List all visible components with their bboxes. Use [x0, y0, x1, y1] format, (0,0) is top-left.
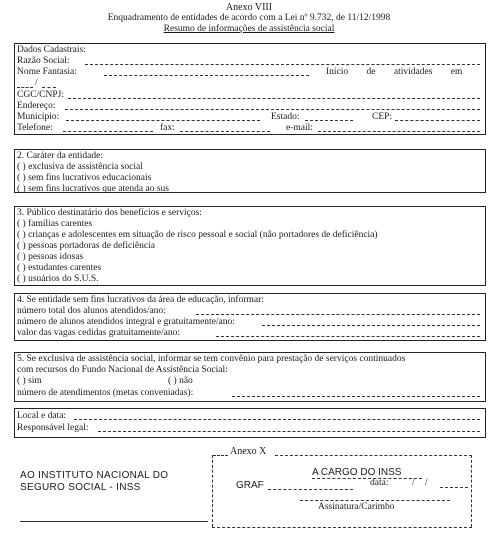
fax-field[interactable] — [180, 131, 270, 132]
alunos-gratuitos-label: número de alunos atendidos integral e gratuitamente/ano: — [17, 317, 235, 327]
annex-x-left-rule — [20, 521, 208, 522]
atendimentos-field[interactable] — [232, 396, 480, 397]
annex-x-left-line-1: AO INSTITUTO NACIONAL DO — [20, 470, 169, 481]
annex-x-border-bottom — [212, 527, 472, 528]
endereco-field[interactable] — [65, 109, 480, 110]
summary-title: Resumo de informações de assistência social — [163, 24, 335, 34]
cgc-cnpj-label: CGC/CNPJ: — [17, 90, 64, 100]
nome-fantasia-field[interactable] — [104, 75, 309, 76]
date-separator: / — [35, 78, 38, 88]
option-usuarios-sus[interactable]: ( ) usuários do S.U.S. — [17, 274, 99, 284]
cep-field[interactable] — [395, 120, 480, 121]
responsavel-field[interactable] — [98, 431, 480, 432]
local-data-label: Local e data: — [17, 411, 67, 421]
annex-title: Anexo VIII — [225, 2, 273, 13]
section-5-heading-cont: com recursos do Fundo Nacional de Assistência Social: — [17, 365, 228, 375]
section-3-heading: 3. Público destinatário dos benefícios e serviços: — [17, 208, 202, 218]
section-1-box — [14, 43, 486, 135]
annex-x-border-right — [471, 455, 472, 527]
inicio-day-field[interactable] — [17, 87, 33, 88]
page-subtitle: Enquadramento de entidades de acordo com a Lei nº 9.732, de 11/12/1998 — [107, 13, 391, 23]
option-exclusiva-assistencia[interactable]: ( ) exclusiva de assistência social — [17, 162, 143, 172]
annex-x-signature-field[interactable] — [300, 500, 450, 501]
responsavel-label: Responsável legal: — [17, 423, 89, 433]
telefone-field[interactable] — [63, 131, 153, 132]
option-familias-carentes[interactable]: ( ) famílias carentes — [17, 219, 93, 229]
option-pessoas-idosas[interactable]: ( ) pessoas idosas — [17, 252, 84, 262]
section-1-heading: Dados Cadastrais: — [17, 45, 86, 55]
option-deficiencia[interactable]: ( ) pessoas portadoras de deficiência — [17, 241, 155, 251]
annex-x-gra-label: GRAF — [236, 480, 264, 491]
annex-x-date-field[interactable] — [440, 487, 468, 488]
section-2-heading: 2. Caráter da entidade: — [17, 151, 103, 161]
inicio-month-field[interactable] — [42, 87, 56, 88]
email-field[interactable] — [318, 131, 480, 132]
annex-x-border-top-left — [213, 455, 228, 456]
annex-x-left-line-2: SEGURO SOCIAL - INSS — [20, 482, 141, 493]
valor-vagas-field[interactable] — [216, 336, 480, 337]
local-data-field[interactable] — [74, 419, 480, 420]
cep-label: CEP: — [372, 112, 393, 122]
annex-x-border-top-right — [275, 455, 472, 456]
municipio-field[interactable] — [66, 120, 260, 121]
annex-x-gra-field[interactable] — [268, 489, 353, 490]
option-nao[interactable]: ( ) não — [168, 376, 193, 386]
atendimentos-label: número de atendimentos (metas conveniadas): — [17, 388, 194, 398]
annex-x-assinatura-label: Assinatura/Carimbo — [318, 502, 395, 512]
total-alunos-field[interactable] — [196, 314, 480, 315]
email-label: e-mail: — [286, 123, 313, 133]
option-estudantes-carentes[interactable]: ( ) estudantes carentes — [17, 263, 102, 273]
estado-label: Estado: — [271, 112, 300, 122]
option-criancas-adolescentes[interactable]: ( ) crianças e adolescentes em situação de risco pessoal e social (não portadores de deficiência) — [17, 230, 378, 240]
alunos-gratuitos-field[interactable] — [262, 325, 480, 326]
annex-x-data-label: data: — [370, 478, 389, 488]
section-5-heading: 5. Se exclusiva de assistência social, informar se tem convênio para prestação de serviços continuados — [17, 354, 406, 364]
annex-x-title: Anexo X — [230, 446, 267, 457]
section-4-heading: 4. Se entidade sem fins lucrativos da área de educação, informar: — [17, 295, 264, 305]
annex-x-right-title-rule — [312, 478, 422, 479]
municipio-label: Município: — [17, 112, 60, 122]
inicio-atividades-label: Início de atividades em — [326, 67, 463, 77]
total-alunos-label: número total dos alunos atendidos/ano: — [17, 306, 166, 316]
telefone-label: Telefone: — [17, 123, 53, 133]
cgc-cnpj-field[interactable] — [68, 98, 480, 99]
valor-vagas-label: valor das vagas cedidas gratuitamente/ano: — [17, 328, 181, 338]
endereco-label: Endereço: — [17, 101, 56, 111]
option-sus[interactable]: ( ) sem fins lucrativos que atenda ao sus — [17, 184, 169, 194]
option-sim[interactable]: ( ) sim — [17, 376, 42, 386]
annex-x-date-sep: / / — [412, 478, 428, 488]
estado-field[interactable] — [305, 120, 353, 121]
fax-label: fax: — [160, 123, 175, 133]
option-educacionais[interactable]: ( ) sem fins lucrativos educacionais — [17, 173, 152, 183]
annex-x-border-left — [212, 455, 213, 527]
nome-fantasia-label: Nome Fantasia: — [17, 67, 77, 77]
razao-social-label: Razão Social: — [17, 56, 70, 66]
annex-x-right-title: A CARGO DO INSS — [312, 467, 402, 478]
razao-social-field[interactable] — [85, 64, 480, 65]
